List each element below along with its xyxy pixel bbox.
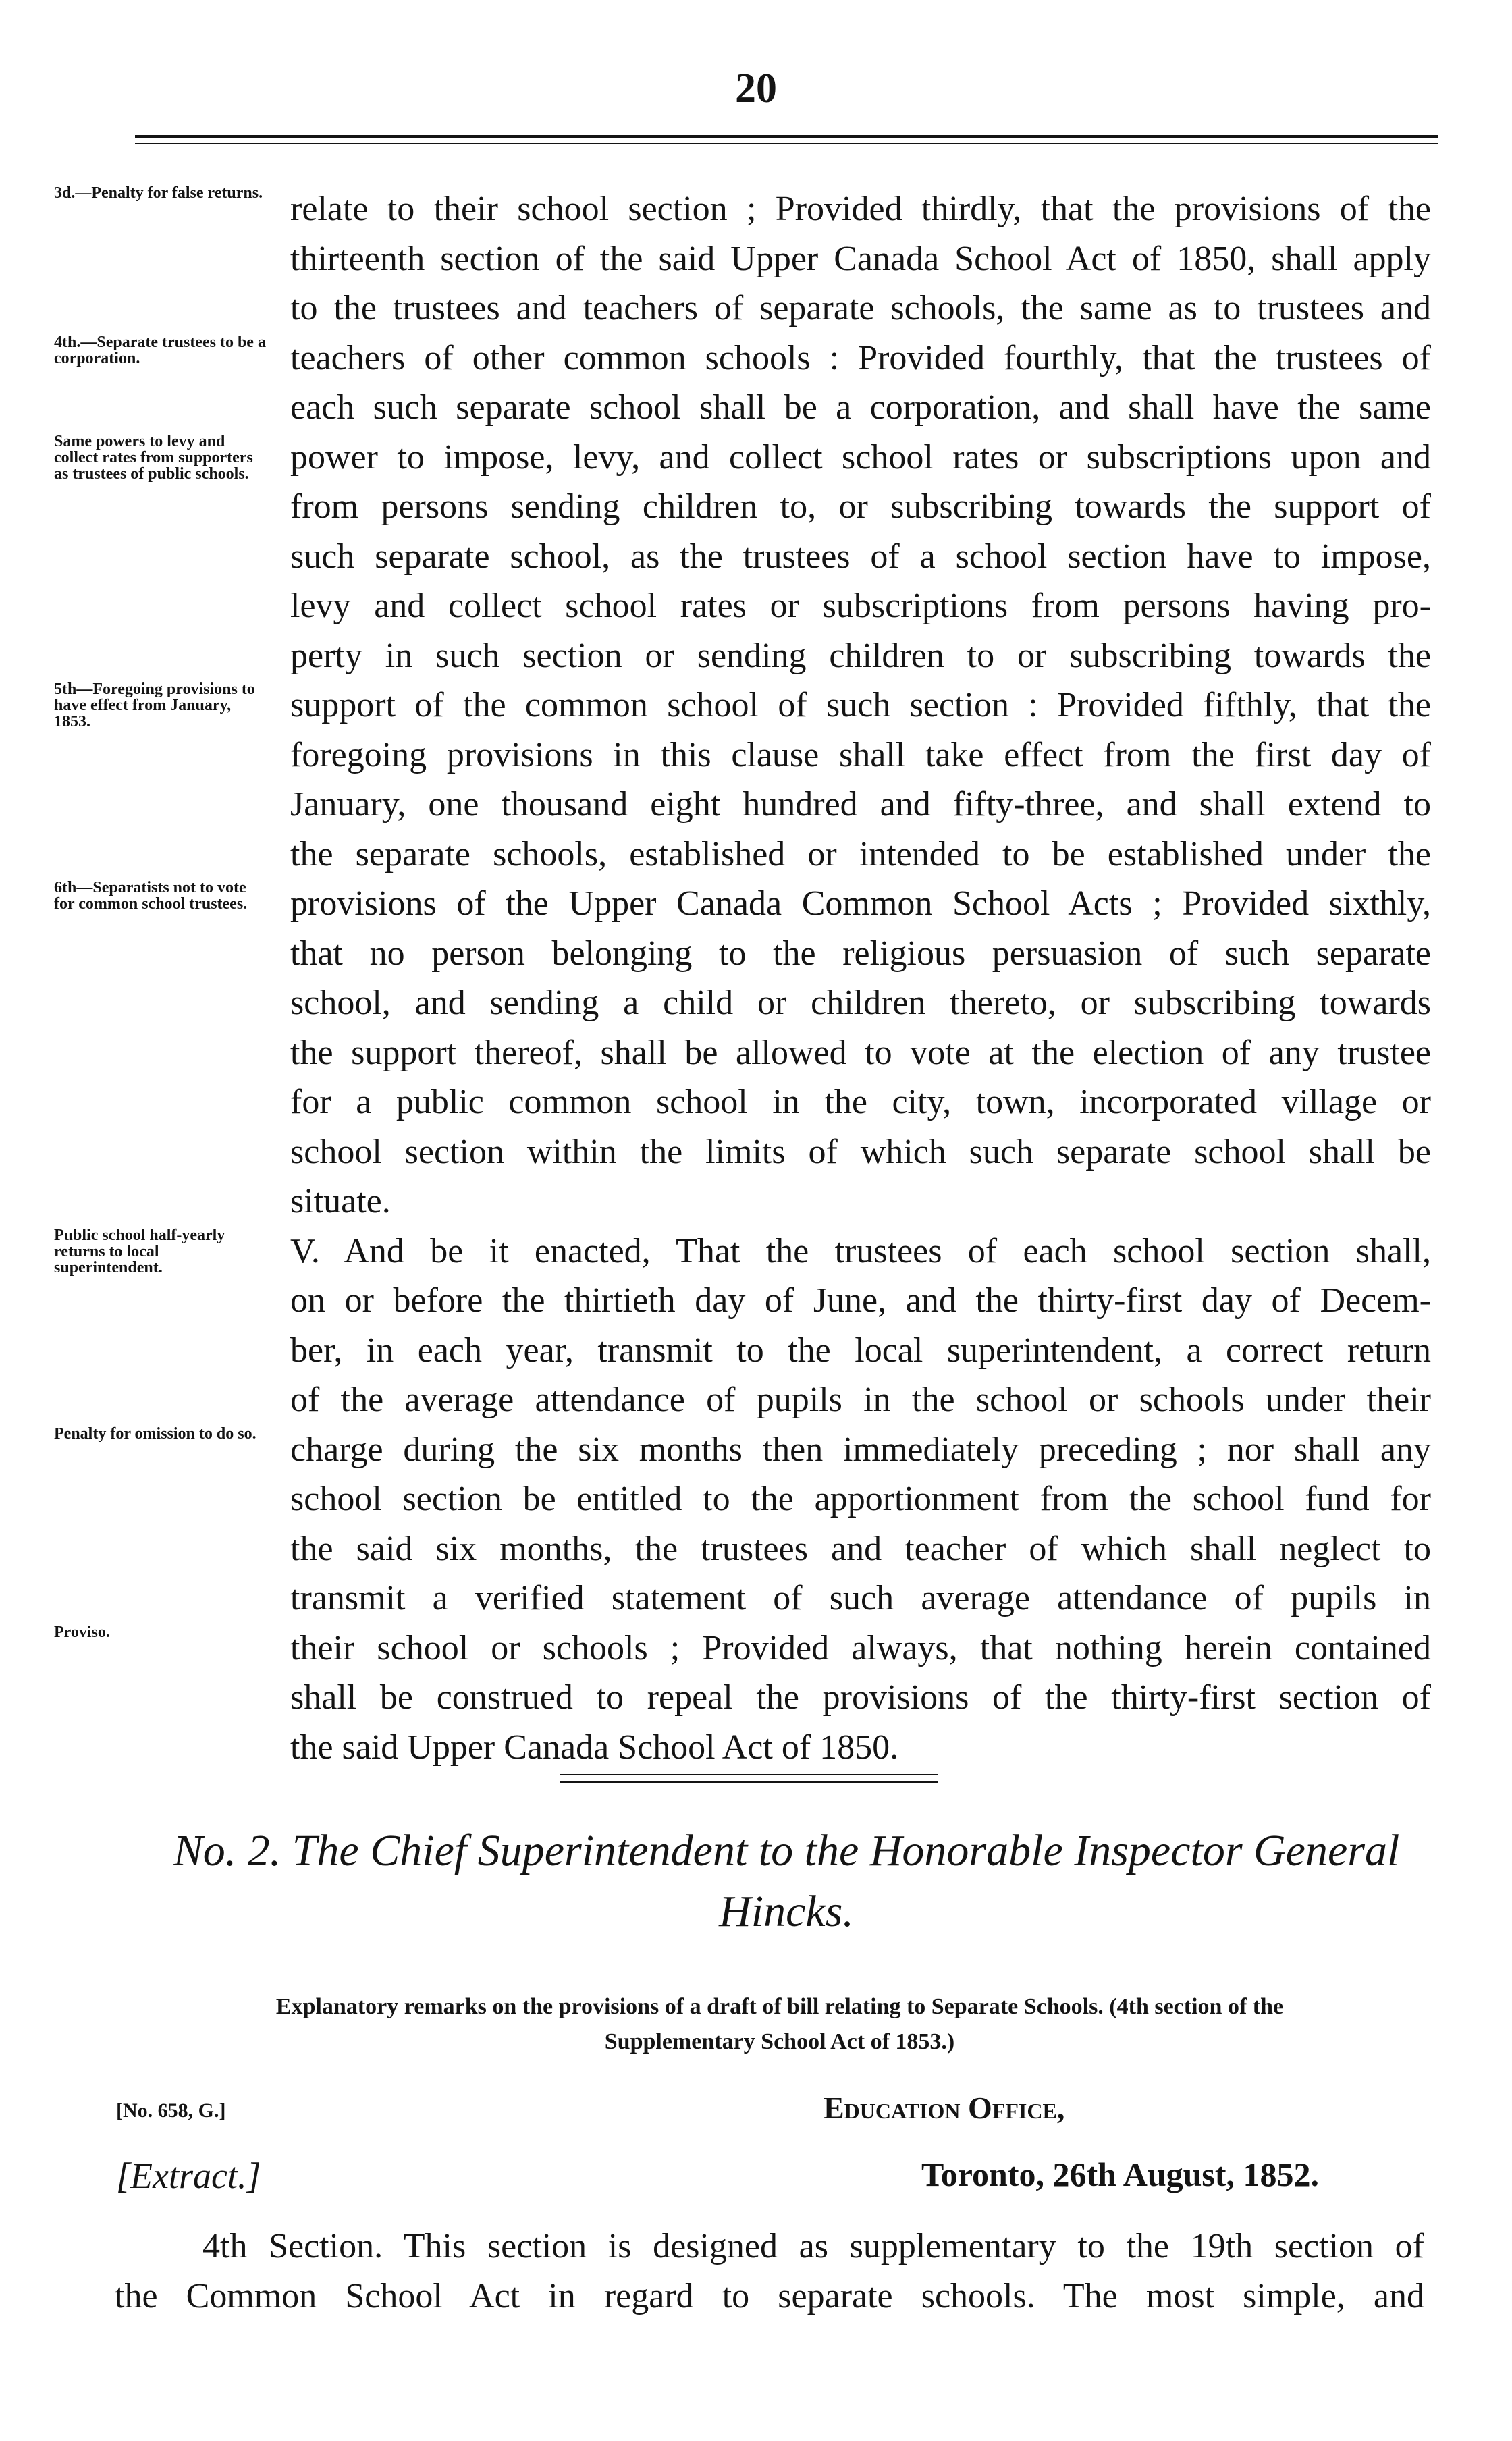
text-row [0,1624,1512,1674]
body-text-line: provisions of the Upper Canada Common School Acts ; Provided sixthly, [290,884,1431,923]
text-row [0,1673,1512,1723]
place-date: Toronto, 26th August, 1852. [921,2155,1320,2193]
body-text-line: to the trustees and teachers of separate schools, the same as to trustees and [290,289,1431,327]
margin-note: 6th—Separatists not to vote for common school trustees. [54,879,248,913]
final-paragraph-line-2: the Common School Act in regard to separate schools. The most simple, and [115,2277,1424,2315]
body-text-line: power to impose, levy, and collect school rates or subscriptions upon and [290,438,1431,477]
text-row [0,1078,1512,1128]
caption-line-1: Explanatory remarks on the provisions of a draft of bill relating to Separate Schools. (4th section of the [275,1994,1284,2019]
letter-heading-line-2: Hincks. [719,1887,854,1936]
section-divider-rule [560,1774,938,1783]
body-text-line: January, one thousand eight hundred and fifty-three, and shall extend to [290,785,1431,824]
text-row [0,1376,1512,1426]
body-text-line: V. And be it enacted, That the trustees of each school section shall, [290,1232,1431,1270]
margin-note: Penalty for omission to do so. [54,1425,256,1443]
text-row [0,1475,1512,1525]
body-text-line: ber, in each year, transmit to the local superintendent, a correct return [290,1331,1431,1370]
final-paragraph-line-1: 4th Section. This section is designed as supplementary to the 19th section of [202,2227,1424,2265]
body-text-line: school section within the limits of which such separate school shall be [290,1133,1431,1171]
text-row [0,582,1512,632]
text-row [0,334,1512,384]
office-name: Education Office, [824,2091,1065,2125]
text-row [0,533,1512,583]
text-row [0,1177,1512,1227]
body-text-line: their school or schools ; Provided always, that nothing herein contained [290,1629,1431,1667]
body-text-line: teachers of other common schools : Provided fourthly, that the trustees of [290,339,1431,377]
body-text-line: on or before the thirtieth day of June, and the thirty-first day of Decem- [290,1281,1431,1320]
text-row [0,383,1512,433]
text-row [0,1326,1512,1376]
body-text-line: levy and collect school rates or subscriptions from persons having pro- [290,587,1431,625]
margin-note: 5th—Foregoing provisions to have effect from January, 1853. [54,680,255,730]
body-text-line: the support thereof, shall be allowed to vote at the election of any trustee [290,1034,1431,1072]
text-row [0,930,1512,980]
margin-note: 4th.—Separate trustees to be a corporation. [54,333,266,367]
text-row [0,830,1512,880]
text-row [0,1277,1512,1326]
text-row [0,433,1512,483]
text-row [0,731,1512,781]
text-row [0,1029,1512,1079]
body-text-line: for a public common school in the city, town, incorporated village or [290,1083,1431,1121]
text-row [0,1723,1512,1773]
body-text-line: charge during the six months then immediately preceding ; nor shall any [290,1430,1431,1469]
body-text-line: the separate schools, established or intended to be established under the [290,835,1431,874]
reference-number: [No. 658, G.] [116,2099,226,2122]
extract-label: [Extract.] [116,2155,261,2196]
text-row [0,1227,1512,1277]
text-row [0,1525,1512,1575]
margin-note: Public school half-yearly returns to local superintendent. [54,1227,225,1277]
text-row [0,880,1512,930]
body-text-line: the said six months, the trustees and teacher of which shall neglect to [290,1530,1431,1568]
body-text-line: relate to their school section ; Provided thirdly, that the provisions of the [290,190,1431,228]
body-text-line: shall be construed to repeal the provisions of the thirty-first section of [290,1678,1431,1717]
caption-line-2: Supplementary School Act of 1853.) [604,2029,955,2054]
body-text-line: such separate school, as the trustees of a school section have to impose, [290,537,1431,576]
body-text-line: support of the common school of such section : Provided fifthly, that the [290,686,1431,724]
body-text-line: that no person belonging to the religious persuasion of such separate [290,934,1431,973]
margin-note: Same powers to levy and collect rates from supporters as trustees of public schools. [54,433,253,483]
body-text-line: foregoing provisions in this clause shall take effect from the first day of [290,736,1431,774]
margin-note: Proviso. [54,1624,110,1641]
body-text-line: school, and sending a child or children thereto, or subscribing towards [290,984,1431,1022]
text-row [0,632,1512,682]
body-text-line: from persons sending children to, or subscribing towards the support of [290,487,1431,526]
body-text-line: of the average attendance of pupils in the school or schools under their [290,1380,1431,1419]
body-text-line: perty in such section or sending children to or subscribing towards the [290,637,1431,675]
body-text-line: school section be entitled to the apportionment from the school fund for [290,1480,1431,1518]
text-row [0,979,1512,1029]
letter-heading-line-1: No. 2. The Chief Superintendent to the Honorable Inspector General [173,1826,1400,1875]
text-row [0,235,1512,285]
body-text-line: situate. [290,1182,391,1220]
top-double-rule [135,135,1438,144]
text-row [0,284,1512,334]
text-row [0,780,1512,830]
body-text-line: thirteenth section of the said Upper Canada School Act of 1850, shall apply [290,240,1431,278]
body-text-line: each such separate school shall be a corporation, and shall have the same [290,388,1431,427]
text-row [0,483,1512,533]
page-number: 20 [735,65,777,111]
body-text-line: transmit a verified statement of such average attendance of pupils in [290,1579,1431,1617]
text-row [0,1128,1512,1178]
margin-note: 3d.—Penalty for false returns. [54,184,263,202]
text-row [0,185,1512,235]
text-row [0,1426,1512,1476]
body-text-line: the said Upper Canada School Act of 1850. [290,1728,899,1767]
text-row [0,1574,1512,1624]
text-row [0,681,1512,731]
